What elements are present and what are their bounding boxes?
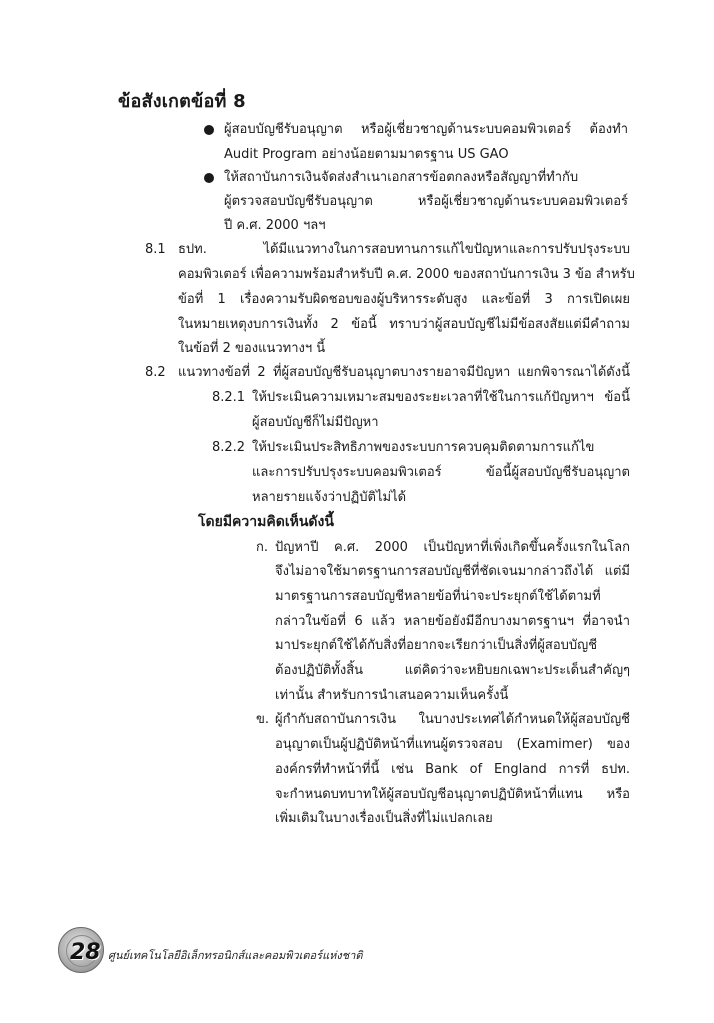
- item-8-1-line-2: คอมพิวเตอร์ เพื่อความพร้อมสำหรับปี ค.ศ. 2000 ของสถาบันการเงิน 3 ข้อ สำหรับ: [178, 267, 635, 282]
- opinion-marker: ก.: [256, 540, 269, 555]
- bullet-2-line-3: ปี ค.ศ. 2000 ฯลฯ: [224, 218, 326, 233]
- item-number: 8.1: [145, 242, 166, 257]
- item-8-2-2-line-2: และการปรับปรุงระบบคอมพิวเตอร์ ข้อนี้ผู้สอบบัญชีรับอนุญาต: [252, 465, 630, 480]
- opinion-marker: ข.: [256, 712, 270, 727]
- item-8-2-1-line-2: ผู้สอบบัญชีก็ไม่มีปัญหา: [252, 415, 379, 430]
- item-8-1-line-3: ข้อที่ 1 เรื่องความรับผิดชอบของผู้บริหารระดับสูง และข้อที่ 3 การเปิดเผย: [178, 292, 630, 307]
- opinion-2-line-1: ผู้กำกับสถาบันการเงิน ในบางประเทศได้กำหนดให้ผู้สอบบัญชี: [275, 712, 630, 727]
- opinion-2-line-5: เพิ่มเติมในบางเรื่องเป็นสิ่งที่ไม่แปลกเลย: [275, 811, 493, 826]
- opinion-2-line-2: อนุญาตเป็นผู้ปฏิบัติหน้าที่แทนผู้ตรวจสอบ (Examimer) ของ: [275, 737, 630, 752]
- item-number: 8.2: [145, 365, 166, 380]
- item-8-1-line-1: ธปท. ได้มีแนวทางในการสอบทานการแก้ไขปัญหาและการปรับปรุงระบบ: [178, 242, 630, 257]
- opinion-2-line-3: องค์กรที่ทำหน้าที่นี้ เช่น Bank of England การที่ ธปท.: [275, 762, 630, 777]
- bullet-2-line-1: ให้สถาบันการเงินจัดส่งสำเนาเอกสารข้อตกลงหรือสัญญาที่ทำกับ: [224, 170, 579, 185]
- page-number: 28: [70, 940, 101, 965]
- item-8-2-intro: แนวทางข้อที่ 2 ที่ผู้สอบบัญชีรับอนุญาตบางรายอาจมีปัญหา แยกพิจารณาได้ดังนี้: [178, 365, 630, 380]
- section-title: ข้อสังเกตข้อที่ 8: [118, 91, 246, 112]
- opinion-1-line-2: จึงไม่อาจใช้มาตรฐานการสอบบัญชีที่ชัดเจนมากล่าวถึงได้ แต่มี: [275, 564, 630, 579]
- bullet-1-line-1: ผู้สอบบัญชีรับอนุญาต หรือผู้เชี่ยวชาญด้านระบบคอมพิวเตอร์ ต้องทำ: [224, 122, 628, 137]
- item-8-2-2-line-3: หลายรายแจ้งว่าปฏิบัติไม่ได้: [252, 490, 407, 505]
- opinion-1-line-3: มาตรฐานการสอบบัญชีหลายข้อที่น่าจะประยุกต์ใช้ได้ตามที่: [275, 589, 601, 604]
- opinion-heading: โดยมีความคิดเห็นดังนี้: [198, 514, 334, 530]
- opinion-2-line-4: จะกำหนดบทบาทให้ผู้สอบบัญชีอนุญาตปฏิบัติหน้าที่แทน หรือ: [275, 787, 630, 802]
- opinion-1-line-4: กล่าวในข้อที่ 6 แล้ว หลายข้อยังมีอีกบางมาตรฐานฯ ที่อาจนำ: [275, 614, 630, 629]
- sub-item-number: 8.2.1: [212, 390, 246, 405]
- bullet-2-line-2: ผู้ตรวจสอบบัญชีรับอนุญาต หรือผู้เชี่ยวชาญด้านระบบคอมพิวเตอร์: [224, 194, 628, 209]
- footer-org-name: ศูนย์เทคโนโลยีอิเล็กทรอนิกส์และคอมพิวเตอร์แห่งชาติ: [108, 949, 363, 962]
- opinion-1-line-1: ปัญหาปี ค.ศ. 2000 เป็นปัญหาที่เพิ่งเกิดขึ้นครั้งแรกในโลก: [275, 540, 630, 555]
- bullet-point: [204, 125, 214, 135]
- opinion-1-line-7: เท่านั้น สำหรับการนำเสนอความเห็นครั้งนี้: [275, 688, 509, 703]
- bullet-point: [204, 173, 214, 183]
- opinion-1-line-6: ต้องปฏิบัติทั้งสิ้น แต่คิดว่าจะหยิบยกเฉพาะประเด็นสำคัญๆ: [275, 663, 630, 678]
- item-8-1-line-4: ในหมายเหตุงบการเงินทั้ง 2 ข้อนี้ ทราบว่าผู้สอบบัญชีไม่มีข้อสงสัยแต่มีคำถาม: [178, 317, 630, 332]
- bullet-1-line-2: Audit Program อย่างน้อยตามมาตรฐาน US GAO: [224, 147, 509, 162]
- sub-item-number: 8.2.2: [212, 440, 246, 455]
- opinion-1-line-5: มาประยุกต์ใช้ได้กับสิ่งที่อยากจะเรียกว่าเป็นสิ่งที่ผู้สอบบัญชี: [275, 638, 598, 653]
- item-8-1-line-5: ในข้อที่ 2 ของแนวทางฯ นี้: [178, 341, 326, 356]
- item-8-2-1-line-1: ให้ประเมินความเหมาะสมของระยะเวลาที่ใช้ในการแก้ปัญหาฯ ข้อนี้: [252, 390, 630, 405]
- item-8-2-2-line-1: ให้ประเมินประสิทธิภาพของระบบการควบคุมติดตามการแก้ไข: [252, 440, 595, 455]
